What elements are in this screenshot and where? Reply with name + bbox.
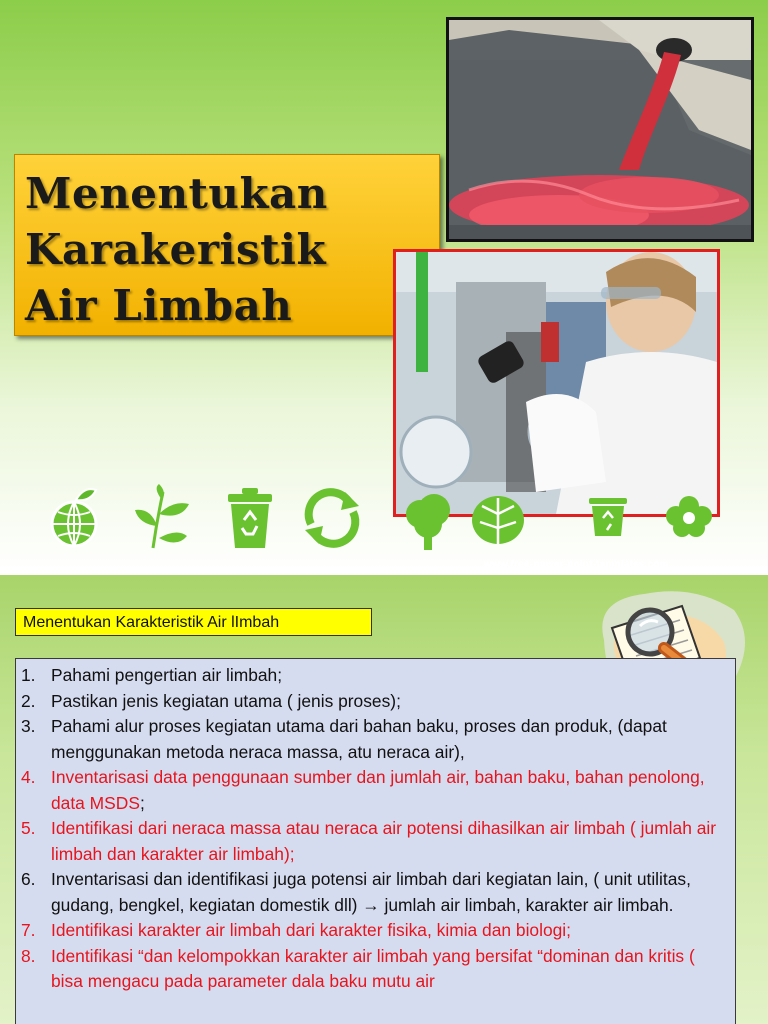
- steps-list: [21, 663, 727, 995]
- list-text: Pahami pengertian air limbah;: [51, 665, 283, 685]
- list-text: Identifikasi “dan kelompokkan karakter air limbah yang bersifat “dominan dan kritis ( bisa mengacu pada parameter dala baku mutu air: [51, 945, 695, 991]
- leaf-icon: [468, 484, 528, 550]
- list-number: 8.: [21, 945, 36, 966]
- title-line-2: Karakeristik: [25, 225, 327, 274]
- globe-leaf-icon: [44, 484, 104, 550]
- title-line-3: Air Limbah: [25, 281, 293, 330]
- list-text: Pastikan jenis kegiatan utama ( jenis proses);: [51, 690, 401, 711]
- list-text: Inventarisasi data penggunaan sumber dan jumlah air, bahan baku, bahan penolong, data MSDS: [51, 767, 705, 813]
- list-number: 7.: [21, 920, 36, 940]
- list-item-7: [21, 918, 727, 944]
- flower-icon: [664, 484, 724, 550]
- list-text-suffix: ;: [139, 792, 145, 813]
- recycle-bin-icon: [220, 484, 280, 550]
- plant-sprout-icon: [133, 484, 193, 550]
- slide-steps: [0, 575, 768, 1024]
- slide-title-box: [14, 154, 440, 336]
- recycle-bin-small-icon: [583, 484, 643, 550]
- list-item-2: [21, 689, 727, 715]
- list-number: 1.: [21, 665, 36, 685]
- list-text: Pahami alur proses kegiatan utama dari bahan baku, proses dan produk, (dapat menggunakan metoda neraca massa, atu neraca air),: [51, 716, 667, 762]
- lab-scientist-photo: [393, 249, 720, 517]
- list-item-1: [21, 663, 727, 689]
- list-item-3: [21, 714, 727, 765]
- list-text-wrapper: [51, 765, 727, 816]
- recycle-arrows-icon: [299, 484, 359, 550]
- list-number: 5.: [21, 818, 36, 838]
- steps-list-box: [15, 658, 736, 1024]
- list-number: 6.: [21, 869, 36, 889]
- steps-heading: Menentukan Karakteristik Air lImbah: [15, 608, 372, 636]
- list-text: Identifikasi karakter air limbah dari karakter fisika, kimia dan biologi;: [51, 920, 572, 940]
- list-item-4: [21, 765, 727, 816]
- list-item-5: [21, 816, 727, 867]
- list-item-6: [21, 867, 727, 918]
- list-number: 4.: [21, 767, 36, 787]
- list-number: 2.: [21, 690, 36, 711]
- tree-icon: [398, 484, 458, 550]
- list-item-8: [21, 944, 727, 995]
- list-text: Inventarisasi dan identifikasi juga potensi air limbah dari kegiatan lain, ( unit utilitas, gudang, bengkel, kegiatan domestik dll) → jumlah air limbah, karakter air limbah.: [51, 869, 691, 915]
- wastewater-discharge-photo: [446, 17, 754, 242]
- template-url: www.free-power-point-templates.com: [484, 559, 669, 570]
- title-line-1: Menentukan: [25, 169, 328, 218]
- list-text: Identifikasi dari neraca massa atau neraca air potensi dihasilkan air limbah ( jumlah air limbah dan karakter air limbah);: [51, 818, 717, 864]
- list-number: 3.: [21, 716, 36, 736]
